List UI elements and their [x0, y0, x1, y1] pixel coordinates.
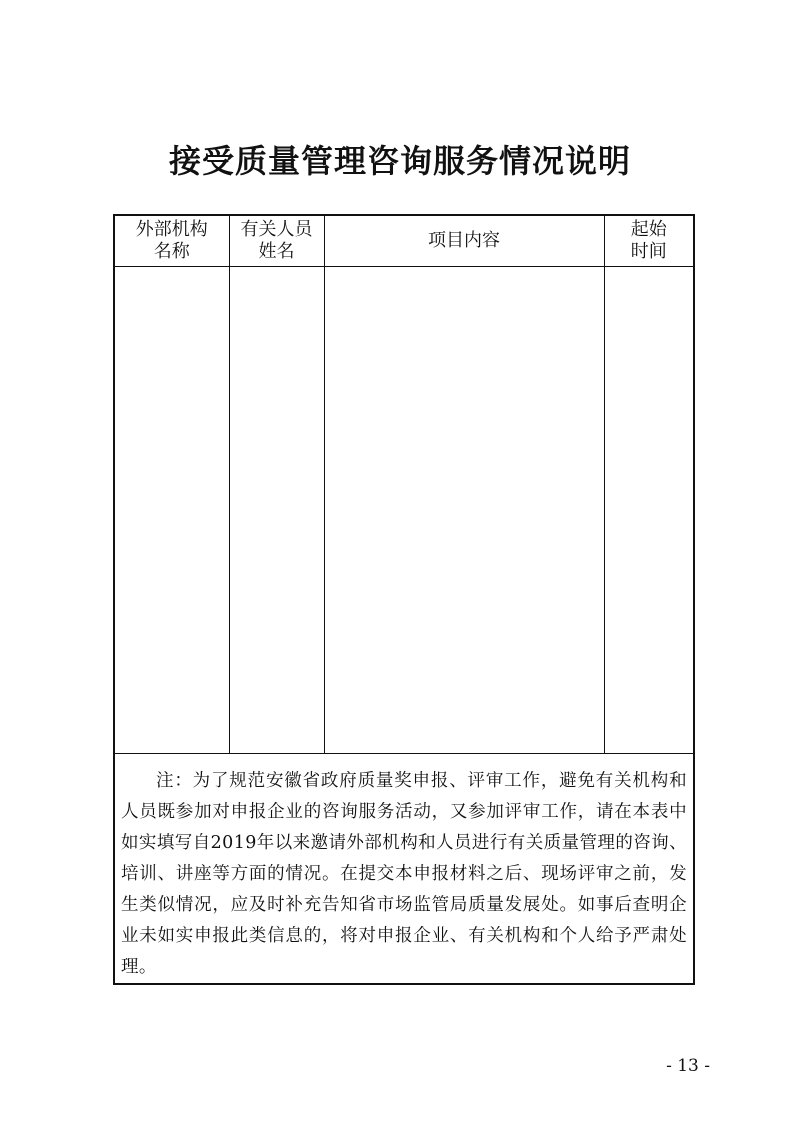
- note-text: 注：为了规范安徽省政府质量奖申报、评审工作，避免有关机构和人员既参加对申报企业的咨询服务活动，又参加评审工作，请在本表中如实填写自2019年以来邀请外部机构和人员进行有关质量管理的咨询、培训、讲座等方面的情况。在提交本申报材料之后、现场评审之前，发生类似情况，应及时补充告知省市场监管局质量发展处。如事后查明企业未如实申报此类信息的，将对申报企业、有关机构和个人给予严肃处理。: [121, 771, 687, 977]
- table-header-row: [114, 215, 694, 267]
- header-agency-name-line1: 外部机构: [135, 219, 208, 240]
- header-project-content-line1: 项目内容: [428, 230, 500, 251]
- cell-project-content[interactable]: [324, 267, 604, 754]
- note-cell: [114, 754, 694, 985]
- header-person-name: [229, 215, 324, 267]
- header-person-name-line1: 有关人员: [240, 219, 313, 240]
- cell-start-time[interactable]: [604, 267, 694, 754]
- header-project-content: [324, 215, 604, 267]
- consulting-service-table: [113, 214, 695, 985]
- document-title: 接受质量管理咨询服务情况说明: [168, 142, 631, 180]
- header-agency-name-line2: 名称: [153, 241, 190, 262]
- header-start-time: [604, 215, 694, 267]
- cell-agency-name[interactable]: [114, 267, 229, 754]
- header-person-name-line2: 姓名: [258, 241, 295, 262]
- header-start-time-line2: 时间: [630, 241, 667, 262]
- header-start-time-line1: 起始: [630, 219, 667, 240]
- page-number: - 13 -: [666, 1056, 710, 1076]
- header-agency-name: [114, 215, 229, 267]
- table-note-row: [114, 754, 694, 985]
- cell-person-name[interactable]: [229, 267, 324, 754]
- table-entry-row: [114, 267, 694, 754]
